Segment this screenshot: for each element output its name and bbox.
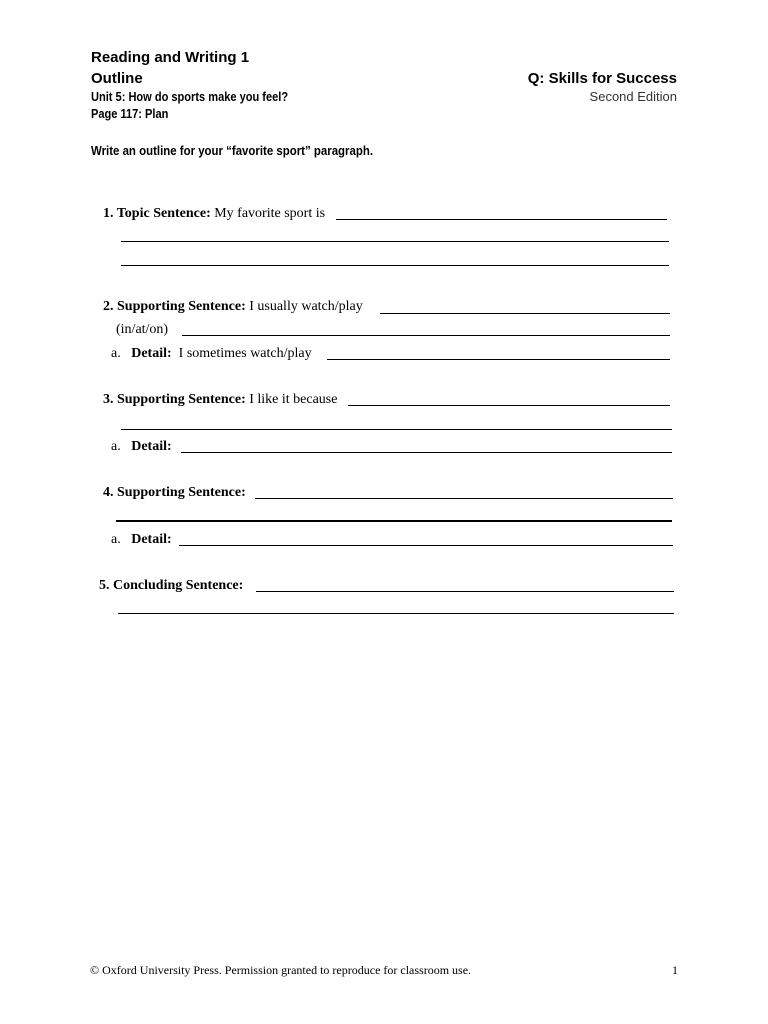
outline-item-3	[103, 392, 337, 408]
outline-item-5	[99, 578, 243, 594]
page-number: 1	[672, 963, 678, 977]
item-5-answer-line[interactable]	[256, 591, 674, 592]
item-2a-marker: a.	[111, 346, 121, 361]
document-type: Outline	[91, 70, 143, 87]
course-title: Reading and Writing 1	[91, 49, 250, 66]
item-3-label: 3. Supporting Sentence:	[103, 392, 246, 407]
instruction-text: Write an outline for your “favorite sport” paragraph.	[91, 143, 374, 158]
item-3-answer-line-2[interactable]	[121, 429, 672, 430]
unit-title: Unit 5: How do sports make you feel?	[91, 89, 289, 104]
item-3-prompt: I like it because	[249, 392, 338, 407]
item-4-answer-line-2[interactable]	[116, 520, 672, 522]
item-3a-answer-line[interactable]	[181, 452, 672, 453]
item-4a-label: Detail:	[131, 532, 172, 547]
item-3a-label: Detail:	[131, 439, 172, 454]
brand-title: Q: Skills for Success	[527, 70, 677, 87]
item-5-answer-line-2[interactable]	[118, 613, 674, 614]
outline-item-4	[103, 485, 246, 501]
outline-item-4a	[111, 532, 172, 548]
outline-item-1	[103, 206, 325, 222]
item-1-answer-line-3[interactable]	[121, 265, 669, 266]
item-5-label: 5. Concluding Sentence:	[99, 578, 244, 593]
item-4-answer-line[interactable]	[255, 498, 673, 499]
outline-item-2	[103, 299, 363, 315]
item-1-prompt: My favorite sport is	[214, 206, 326, 221]
outline-item-3a	[111, 439, 172, 455]
item-1-label: 1. Topic Sentence:	[103, 206, 211, 221]
item-2-answer-line[interactable]	[380, 313, 670, 314]
item-3a-marker: a.	[111, 439, 121, 454]
item-4a-answer-line[interactable]	[179, 545, 673, 546]
item-2a-label: Detail:	[131, 346, 172, 361]
item-4-label: 4. Supporting Sentence:	[103, 485, 246, 500]
item-2a-answer-line[interactable]	[327, 359, 670, 360]
outline-item-2a	[111, 346, 312, 362]
item-2-continuation: (in/at/on)	[116, 322, 169, 337]
edition-label: Second Edition	[589, 89, 677, 104]
item-1-answer-line-2[interactable]	[121, 241, 669, 242]
item-1-answer-line[interactable]	[336, 219, 667, 220]
item-3-answer-line[interactable]	[348, 405, 670, 406]
item-2-prompt: I usually watch/play	[249, 299, 363, 314]
item-4a-marker: a.	[111, 532, 121, 547]
page-reference: Page 117: Plan	[91, 106, 169, 121]
item-2-label: 2. Supporting Sentence:	[103, 299, 246, 314]
item-2a-prompt: I sometimes watch/play	[178, 346, 312, 361]
item-2-answer-line-2[interactable]	[182, 335, 670, 336]
footer-copyright: © Oxford University Press. Permission granted to reproduce for classroom use.	[90, 963, 472, 977]
